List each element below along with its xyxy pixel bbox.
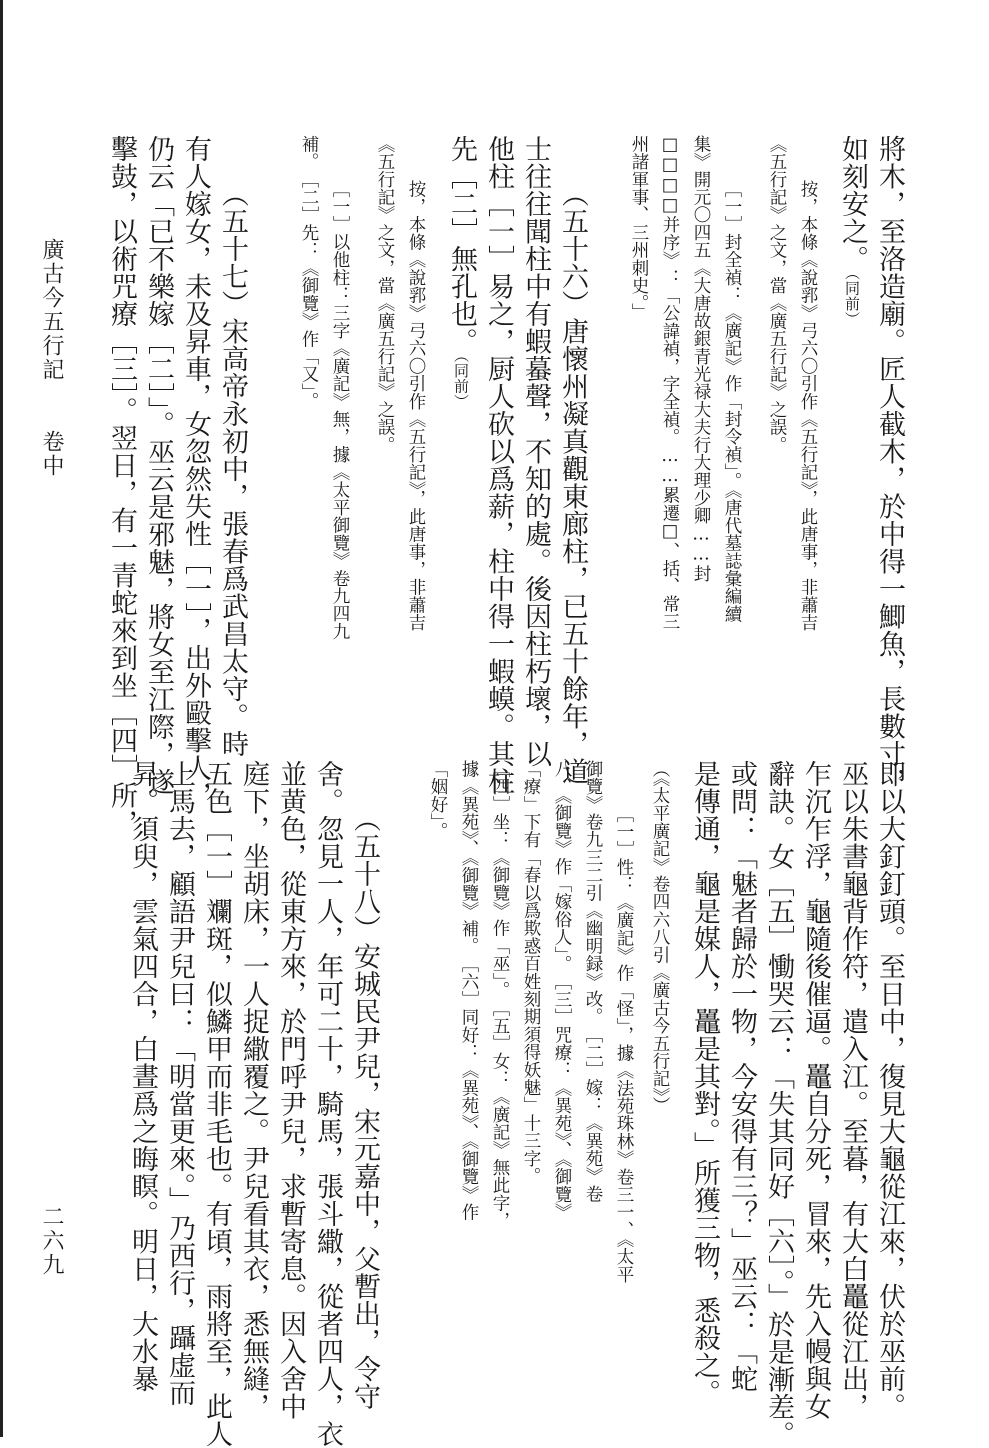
- line-text: ［一］性：《廣記》作「怪」，據《法苑珠林》卷三一、《太平: [614, 805, 634, 1284]
- line-text: ［一］以他柱：三字《廣記》無，據《太平御覽》卷九四九: [330, 180, 350, 641]
- line-text: 乍沉乍浮，龜隨後催逼。鼉自分死，冒來，先入幔與女: [800, 760, 831, 1420]
- line-text: ［四］坐：《御覽》作「巫」。 ［五］女：《廣記》無此字，: [490, 760, 510, 1230]
- line-text: 州諸軍事、三州刺史。」: [629, 135, 649, 321]
- main-text-line: [129, 760, 156, 1393]
- main-text-line: [203, 760, 230, 1448]
- line-text: 並黄色，從東方來，於門呼尹兒，求暫寄息。因入舍中: [275, 760, 306, 1420]
- main-text-line: [765, 760, 792, 1448]
- note-text-line: [460, 760, 478, 1221]
- main-text-line: [485, 135, 512, 795]
- line-text: ［一］封全禎：《廣記》作「封令禎」。《唐代墓誌彙編續: [722, 180, 742, 623]
- line-text: 《五行記》之文，當《廣五行記》之誤。: [767, 135, 787, 454]
- main-text-line: [691, 760, 718, 1407]
- note-text-line: [522, 760, 540, 1185]
- source-note: （同前）: [843, 272, 861, 327]
- note-text-line: [723, 180, 741, 623]
- line-text: 按，本條《說郛》弓六〇引作《五行記》，此唐事，非蕭吉: [406, 180, 426, 632]
- note-text-line: [407, 180, 425, 631]
- line-text: 庭下，坐胡床，一人捉繖覆之。尹兒看其衣，悉無縫，: [238, 760, 269, 1420]
- line-text: 擊鼓，以術咒療［三］。翌日，有一青蛇來到坐［四］所，: [106, 135, 137, 837]
- line-text: 辭訣。女［五］慟哭云：「失其同好［六］。」於是漸差。: [763, 760, 794, 1448]
- line-text: 「療」下有「春以爲欺惑百姓刻期須得妖魅」十三字。: [521, 760, 541, 1185]
- line-text: 補。 ［二］先：《御覽》作「又」。: [299, 135, 319, 410]
- note-text-line: [553, 760, 571, 1221]
- line-text: 昇。須臾，雲氣四合，白晝爲之晦瞑。明日，大水暴: [127, 760, 158, 1393]
- source-note: （同前）: [452, 355, 470, 410]
- line-text: 八、《御覽》作「嫁俗人」。 ［三］咒療：《異苑》、《御覽》: [552, 760, 572, 1221]
- note-text-line: [661, 135, 679, 630]
- main-text-line: [522, 135, 549, 768]
- book-title: 廣古今五行記: [39, 238, 64, 382]
- main-text-line: [166, 760, 193, 1407]
- line-text: 或問：「魅者歸於一物，今安得有三？」巫云：「蛇: [726, 760, 757, 1393]
- line-text: 如刻安之。: [837, 135, 868, 273]
- line-text: 有人嫁女，未及昇車，女忽然失性［一］，出外毆擊人，: [180, 135, 211, 809]
- note-text-line: [692, 135, 710, 583]
- line-text: （五十六）唐懷州凝真觀東廊柱，已五十餘年，道: [557, 180, 588, 785]
- main-text-line: [802, 760, 829, 1420]
- line-text: 按，本條《說郛》弓六〇引作《五行記》，此唐事，非蕭吉: [798, 180, 818, 632]
- main-text-line: [876, 760, 903, 1420]
- line-text: （五十七）宋高帝永初中，張春爲武昌太守。時: [217, 180, 248, 758]
- line-text: 即以大釘釘頭。至日中，復見大龜從江來，伏於巫前。: [874, 760, 905, 1420]
- line-text: （五十八）安城民尹兒，宋元嘉中，父暫出，令守: [349, 805, 380, 1410]
- main-text-line: [219, 180, 246, 758]
- line-text: □□□□并序》：「公諱禎，字全禎。……累遷□、括、常三: [660, 135, 680, 631]
- note-text-line: [630, 135, 648, 321]
- main-text-line: [314, 760, 341, 1448]
- note-text-line: [491, 760, 509, 1229]
- running-header: [40, 238, 62, 478]
- line-text: 舍。忽見一人，年可二十，騎馬，張斗繖，從者四人，衣: [312, 760, 343, 1448]
- main-text-line: [876, 135, 903, 795]
- main-text-line: [559, 180, 586, 785]
- line-text: 上馬去，顧語尹兒曰：「明當更來。」乃西行，躡虚而: [164, 760, 195, 1407]
- line-text: 集》開元〇四五《大唐故銀青光禄大夫行大理少卿……封: [691, 135, 711, 583]
- line-text: 士往往聞柱中有蝦蟇聲，不知的處。後因柱朽壞，以: [520, 135, 551, 768]
- main-text-line: [240, 760, 267, 1420]
- line-text: 據《異苑》、《御覽》補。 ［六］同好：《異苑》、《御覽》作: [459, 760, 479, 1221]
- page-number: 二六九: [39, 1205, 64, 1277]
- page-edge-line: [0, 0, 3, 1437]
- line-text: 《五行記》之文，當《廣五行記》之誤。: [375, 135, 395, 454]
- main-text-line: [277, 760, 304, 1420]
- main-text-line: [182, 135, 209, 809]
- note-text-line: [300, 135, 318, 410]
- chapter-label: 卷中: [39, 430, 64, 478]
- note-text-line: [376, 135, 394, 454]
- note-text-line: [615, 805, 633, 1283]
- note-text-line: [331, 180, 349, 640]
- line-text: 他柱［一］易之，厨人砍以爲薪，柱中得一蝦蟆。其柱: [483, 135, 514, 795]
- main-text-line: [448, 135, 475, 410]
- line-text: 五色［一］斕斑，似鱗甲而非毛也。有頃，雨將至，此人: [201, 760, 232, 1448]
- note-text-line: [799, 180, 817, 631]
- note-text-line: [768, 135, 786, 454]
- line-text: 將木，至洛造廟。匠人截木，於中得一鯽魚，長數寸，: [874, 135, 905, 795]
- main-text-line: [728, 760, 755, 1393]
- main-text-line: [108, 135, 135, 837]
- main-text-line: [145, 135, 172, 796]
- line-text: （《太平廣記》卷四六八引《廣古今五行記》）: [650, 760, 670, 1115]
- main-text-line: [351, 805, 378, 1410]
- line-text: 仍云「已不樂嫁［二］」。巫云是邪魅，將女至江際，遂: [143, 135, 174, 796]
- line-text: 是傳通，龜是媒人，鼉是其對。」所獲三物，悉殺之。: [689, 760, 720, 1407]
- main-text-line: [839, 760, 866, 1420]
- note-text-line: [651, 760, 669, 1114]
- line-text: 「姻好」。: [428, 760, 448, 840]
- line-text: 御覽》卷九三二引《幽明録》改。 ［二］嫁：《異苑》卷: [583, 760, 603, 1203]
- note-text-line: [584, 760, 602, 1203]
- line-text: 先［二］無孔也。: [446, 135, 477, 355]
- main-text-line: [839, 135, 866, 327]
- note-text-line: [429, 760, 447, 840]
- line-text: 巫以朱書龜背作符，遣入江。至暮，有大白鼉從江出，: [837, 760, 868, 1420]
